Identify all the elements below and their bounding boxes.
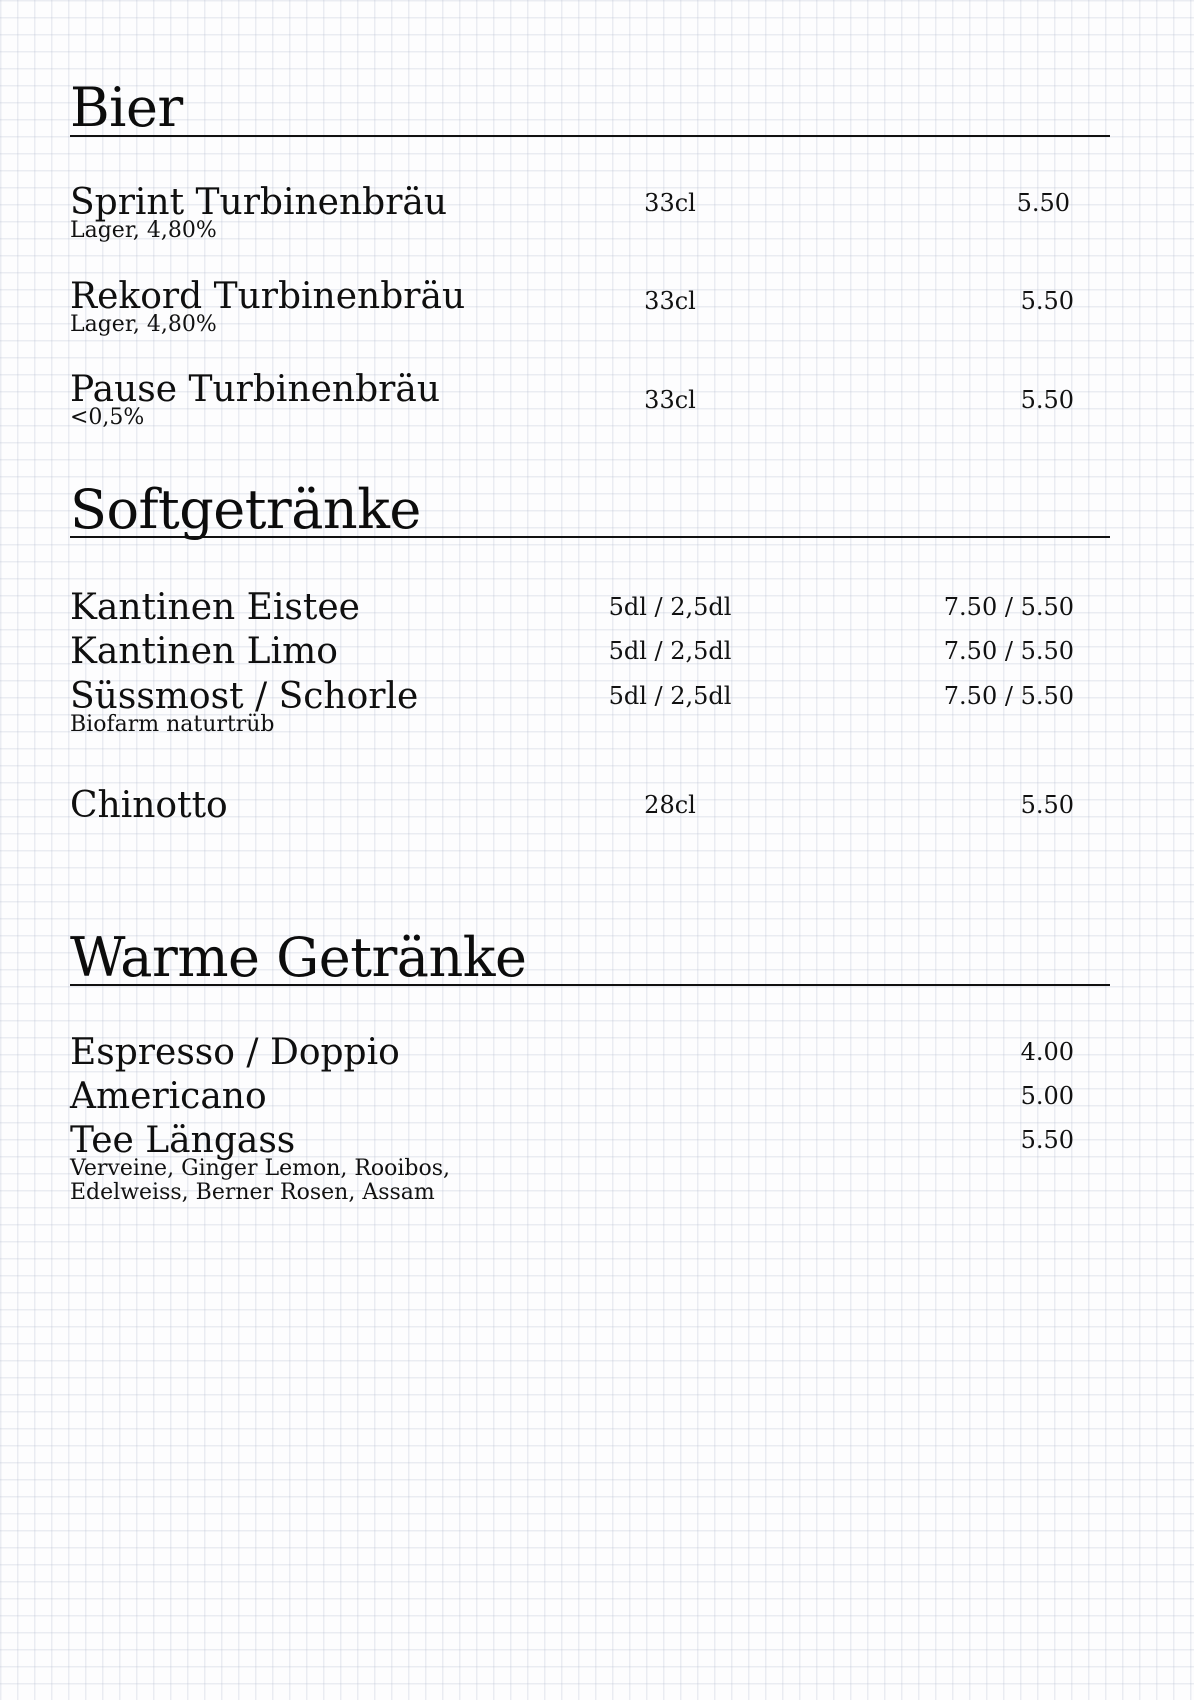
item-name: Americano [70, 1076, 267, 1117]
item-name: Espresso / Doppio [70, 1032, 400, 1073]
item-name: Tee Längass [70, 1120, 296, 1161]
item-description: Biofarm naturtrüb [70, 712, 275, 737]
item-size: 5dl / 2,5dl [608, 637, 732, 665]
section-title-bier: Bier [70, 76, 183, 139]
item-description: Verveine, Ginger Lemon, Rooibos, [70, 1156, 451, 1181]
item-price: 5.50 [1020, 386, 1074, 414]
section-divider-softgetraenke [70, 536, 1110, 538]
item-price: 7.50 / 5.50 [943, 593, 1074, 621]
item-size: 5dl / 2,5dl [608, 593, 732, 621]
item-name: Chinotto [70, 785, 228, 826]
item-size: 33cl [644, 189, 696, 217]
section-divider-warme-getraenke [70, 984, 1110, 986]
item-name: Süssmost / Schorle [70, 676, 419, 717]
item-size: 33cl [644, 287, 696, 315]
item-size: 5dl / 2,5dl [608, 682, 732, 710]
item-price: 7.50 / 5.50 [943, 637, 1074, 665]
item-price: 5.00 [1020, 1082, 1074, 1110]
item-description: <0,5% [70, 405, 145, 430]
item-price: 7.50 / 5.50 [943, 682, 1074, 710]
item-name: Kantinen Limo [70, 631, 338, 672]
section-title-warme-getraenke: Warme Getränke [70, 926, 527, 989]
item-price: 4.00 [1020, 1038, 1074, 1066]
item-price: 5.50 [1020, 1126, 1074, 1154]
item-price: 5.50 [1020, 791, 1074, 819]
item-description: Lager, 4,80% [70, 218, 217, 243]
item-size: 28cl [644, 791, 696, 819]
item-name: Rekord Turbinenbräu [70, 276, 466, 317]
section-divider-bier [70, 135, 1110, 137]
item-name: Pause Turbinenbräu [70, 369, 441, 410]
item-price: 5.50 [1020, 287, 1074, 315]
item-description: Lager, 4,80% [70, 312, 217, 337]
section-title-softgetraenke: Softgetränke [70, 478, 421, 541]
item-size: 33cl [644, 386, 696, 414]
item-name: Kantinen Eistee [70, 587, 360, 628]
item-name: Sprint Turbinenbräu [70, 182, 448, 223]
item-price: 5.50 [1016, 189, 1070, 217]
item-description-line-2: Edelweiss, Berner Rosen, Assam [70, 1180, 435, 1205]
